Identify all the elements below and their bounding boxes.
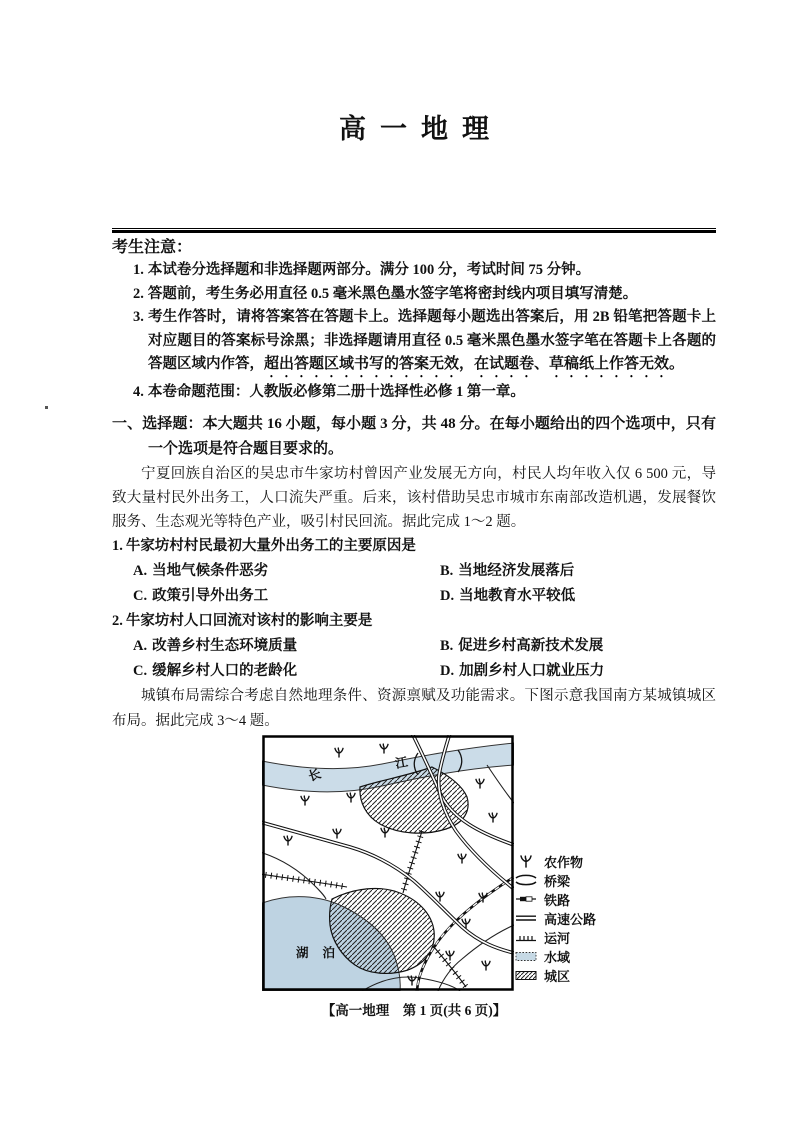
question-1-option-b: B. 当地经济发展落后 [440,563,575,580]
lake-label: 湖泊 [296,945,350,960]
section-1-heading: 一、选择题：本大题共 16 小题，每小题 3 分，共 48 分。在每小题给出的四个选项中，只有一个选项是符合题目要求的。 [112,415,716,457]
map-legend [513,853,596,984]
expressway-icon [513,910,539,926]
question-1-option-c: C. 政策引导外出务工 [133,588,269,605]
notice-item-2 [112,283,716,307]
passage-questions-3-4: 城镇布局需综合考虑自然地理条件、资源禀赋及功能需求。下图示意我国南方某城镇城区布局。据此完成 3～4 题。 [112,688,716,729]
legend-row-bridge: 桥梁 [513,872,596,889]
question-2-options [112,634,716,684]
notice-item-1-number: 1. [133,262,144,278]
legend-row-urban: 城区 [513,967,596,984]
crop-icon [513,853,539,869]
question-1-option-d: D. 当地教育水平较低 [440,588,576,605]
question-1-option-a: A. 当地气候条件恶劣 [133,563,269,580]
question-2 [112,609,716,684]
question-2-option-b: B. 促进乡村高新技术发展 [440,638,604,655]
notice-item-1-text: 本试卷分选择题和非选择题两部分。满分 100 分，考试时间 75 分钟。 [147,262,591,278]
notice-item-4-text: 本卷命题范围：人教版必修第二册十选择性必修 1 第一章。 [147,384,525,400]
notice-heading: 考生注意： [112,239,193,256]
question-1-options [112,559,716,609]
notice-item-3-emphasized-text: 超出答题区域书写的答案无效，在试题卷、草稿纸上作答无效。 [264,356,685,372]
town-layout-map [262,735,514,991]
notice-item-2-number: 2. [133,285,144,302]
water-icon [513,948,539,964]
legend-row-crops: 农作物 [513,853,596,870]
scan-artifact-dot [45,406,48,409]
notice-item-4-number: 4. [133,384,144,400]
legend-row-water: 水域 [513,948,596,965]
paper-title: 高一地理 [339,114,503,144]
canal-icon [513,929,539,945]
notice-item-2-text: 答题前，考生务必用直径 0.5 毫米黑色墨水签字笔将密封线内项目填写清楚。 [147,285,638,302]
question-2-option-c: C. 缓解乡村人口的老龄化 [133,663,298,680]
question-2-number: 2. [112,613,123,630]
question-2-option-a: A. 改善乡村生态环境质量 [133,638,298,655]
notice-item-3-text: 考生作答时，请将答案答在答题卡上。选择题每小题选出答案后，用 2B 铅笔把答题卡上对应题目的答案标号涂黑；非选择题请用直径 0.5 毫米黑色墨水签字笔在答题卡上各题的答题区域内作答， [147,309,716,372]
question-1 [112,534,716,609]
header-double-rule [112,228,716,233]
river-label-jiang: 江 [394,754,409,771]
railway-icon [513,891,539,907]
question-2-stem-text: 牛家坊村人口回流对该村的影响主要是 [125,613,373,630]
question-2-stem [112,609,716,634]
bridge-icon [513,872,539,888]
notice-item-4 [112,381,716,405]
notice-item-3 [112,306,716,381]
question-1-number: 1. [112,538,123,555]
notice-item-1 [112,259,716,283]
question-2-option-d: D. 加剧乡村人口就业压力 [440,663,605,680]
footer-page-label: 【高一地理 第 1 页(共 6 页)】 [321,1002,507,1018]
legend-row-expressway: 高速公路 [513,910,596,927]
river-label-chang: 长 [306,766,323,784]
legend-row-canal: 运河 [513,929,596,946]
question-1-stem [112,534,716,559]
urban-icon [513,967,539,983]
town-layout-figure [112,735,716,993]
legend-row-railway: 铁路 [513,891,596,908]
question-1-stem-text: 牛家坊村村民最初大量外出务工的主要原因是 [125,538,416,555]
notice-item-3-number: 3. [133,309,144,325]
page-content [112,0,716,1019]
passage-questions-1-2: 宁夏回族自治区的吴忠市牛家坊村曾因产业发展无方向，村民人均年收入仅 6 500 元，导致大量村民外出务工，人口流失严重。后来，该村借助吴忠市城市东南部改造机遇，发展餐饮服务、生态观光等特色产业，吸引村民回流。据此完成 1～2 题。 [112,465,716,531]
